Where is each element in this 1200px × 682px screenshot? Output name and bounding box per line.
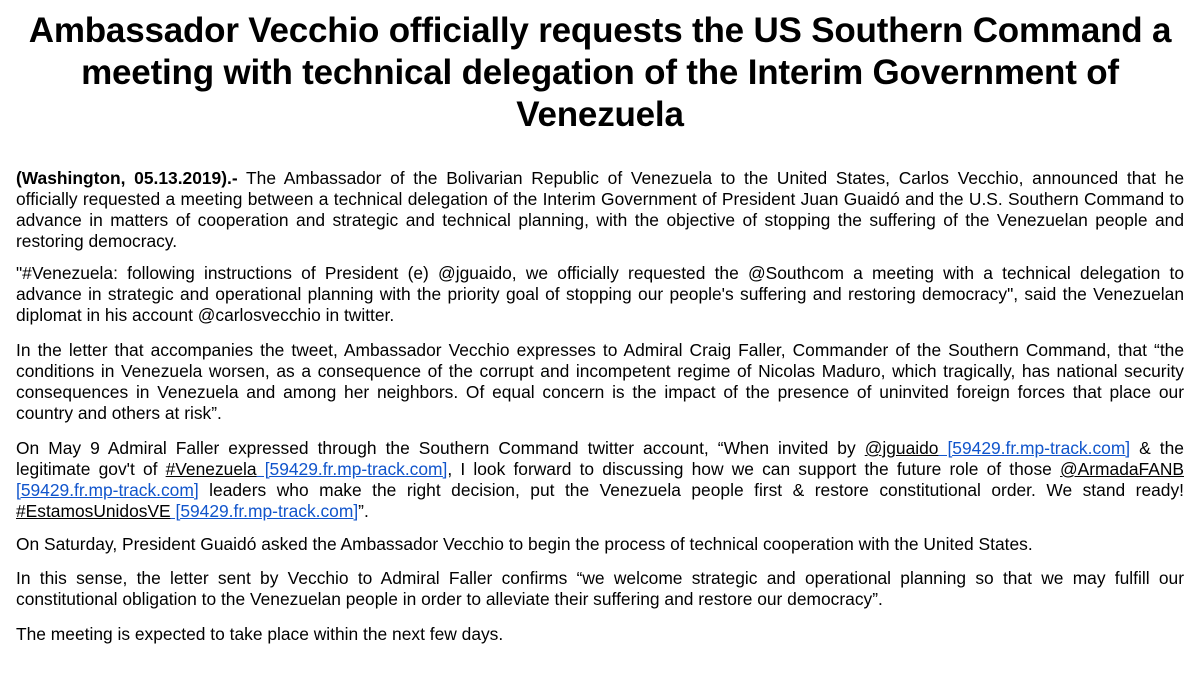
- letter-line-1: In the letter that accompanies the tweet, Ambassador Vecchio expresses to Admiral Craig Faller, Commander of the Southern Command, that “the: [16, 340, 1184, 360]
- confirmation-line-2: constitutional obligation to the Venezuelan people in order to alleviate their suffering and restore our democracy”.: [16, 589, 883, 609]
- paragraph-confirmation: [16, 568, 1184, 610]
- tweet-quote-line-3: diplomat in his account @carlosvecchio in twitter.: [16, 305, 395, 325]
- hashtag-venezuela[interactable]: #Venezuela: [165, 459, 257, 479]
- tracking-link-1[interactable]: [59429.fr.mp-track.com]: [938, 438, 1131, 458]
- admiral-line-4b: ”.: [358, 501, 369, 521]
- letter-line-3: consequences in Venezuela and among her neighbors. Of equal concern is the impact of the presence of uninvited foreign forces that place our: [16, 382, 1184, 402]
- paragraph-letter: [16, 340, 1184, 424]
- paragraph-tweet-quote: [16, 263, 1184, 326]
- paragraph-intro: [16, 168, 1184, 252]
- saturday-line-1: On Saturday, President Guaidó asked the Ambassador Vecchio to begin the process of technical cooperation with the United States.: [16, 534, 1033, 554]
- letter-line-4: country and others at risk”.: [16, 403, 222, 423]
- admiral-line-2b: , I look forward to discussing how we can support the future role of those: [447, 459, 1061, 479]
- tweet-quote-line-2: advance in strategic and operational planning with the priority goal of stopping our people's suffering and restoring democracy", said the Venezuelan: [16, 284, 1184, 304]
- tracking-link-2[interactable]: [59429.fr.mp-track.com]: [256, 459, 448, 479]
- headline: [0, 10, 1200, 136]
- admiral-line-1a: On May 9 Admiral Faller expressed through the Southern Command twitter account, “When invited by: [16, 438, 865, 458]
- letter-line-2: conditions in Venezuela worsen, as a consequence of the corrupt and incompetent regime of Nicolas Maduro, which tragically, has national security: [16, 361, 1184, 381]
- mention-jguaido[interactable]: @jguaido: [864, 438, 939, 458]
- tracking-link-3[interactable]: [59429.fr.mp-track.com]: [16, 480, 199, 500]
- tweet-quote-line-1: "#Venezuela: following instructions of President (e) @jguaido, we officially requested the @Southcom a meeting with a technical delegation to: [16, 263, 1184, 283]
- admiral-line-2a: legitimate gov't of: [16, 459, 166, 479]
- headline-line-3: Venezuela: [516, 95, 684, 134]
- headline-line-2: meeting with technical delegation of the Interim Government of: [81, 53, 1119, 92]
- headline-line-1: Ambassador Vecchio officially requests the US Southern Command a: [28, 11, 1172, 50]
- paragraph-closing: [16, 624, 1184, 645]
- mention-armadafanb[interactable]: @ArmadaFANB: [1060, 459, 1184, 479]
- dateline: (Washington, 05.13.2019).-: [16, 168, 238, 188]
- paragraph-admiral-tweet: [16, 438, 1184, 522]
- admiral-line-3b: leaders who make the right decision, put the Venezuela people first & restore constitutional order. We stand ready!: [198, 480, 1184, 500]
- intro-line-3: advance in matters of cooperation and strategic and technical planning, with the objective of stopping the suffering of the Venezuelan people and: [16, 210, 1184, 230]
- intro-line-2: officially requested a meeting between a technical delegation of the Interim Government of President Juan Guaidó and the U.S. Southern Command to: [16, 189, 1184, 209]
- tracking-link-4[interactable]: [59429.fr.mp-track.com]: [170, 501, 359, 521]
- intro-line-1: The Ambassador of the Bolivarian Republic of Venezuela to the United States, Carlos Vecchio, announced that he: [237, 168, 1184, 188]
- paragraph-saturday: [16, 534, 1184, 555]
- confirmation-line-1: In this sense, the letter sent by Vecchio to Admiral Faller confirms “we welcome strategic and operational planning so that we may fulfill our: [16, 568, 1184, 588]
- intro-line-4: restoring democracy.: [16, 231, 178, 251]
- hashtag-estamosunidosve[interactable]: #EstamosUnidosVE: [16, 501, 171, 521]
- admiral-line-1b: & the: [1130, 438, 1184, 458]
- closing-line-1: The meeting is expected to take place within the next few days.: [16, 624, 504, 644]
